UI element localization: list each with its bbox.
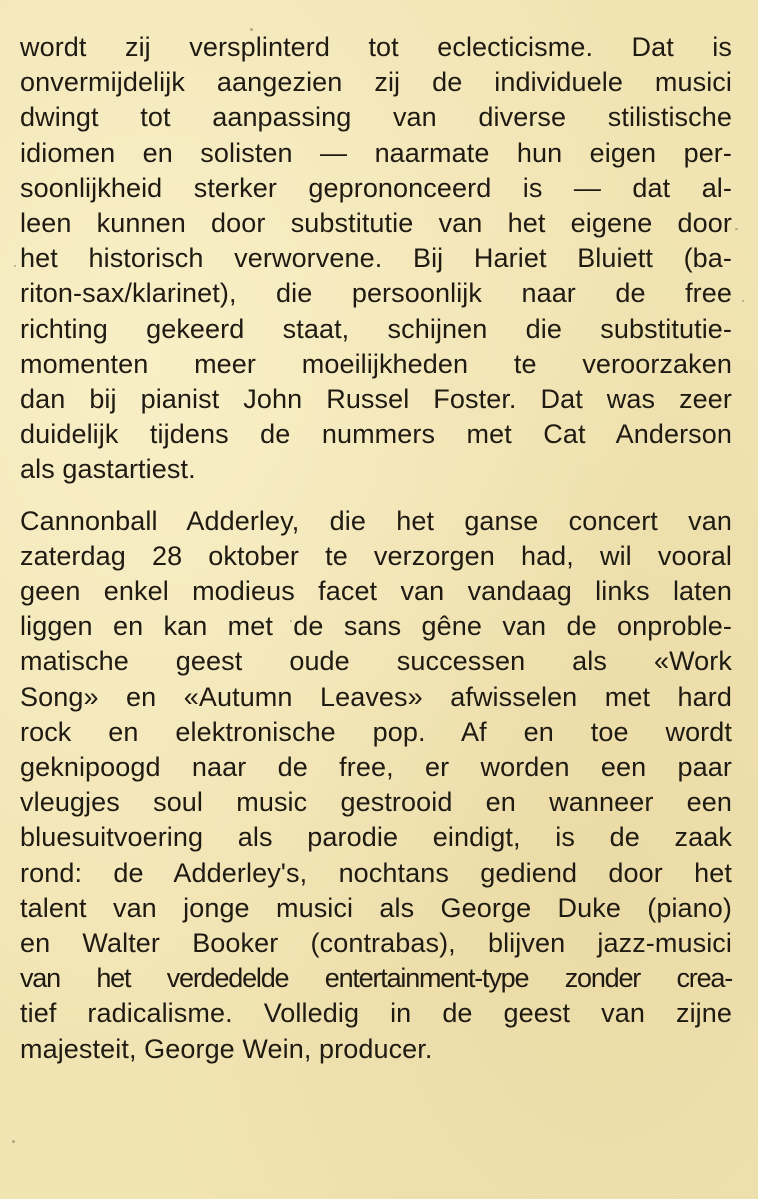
text-line: van het verdedelde entertainment-type zonder crea- [20,963,732,994]
text-line: geen enkel modieus facet van vandaag links laten [20,576,732,607]
text-line: richting gekeerd staat, schijnen die substitutie- [20,313,732,344]
text-line: riton-sax/klarinet), die persoonlijk naar de free [20,278,732,309]
text-line: dwingt tot aanpassing van diverse stilistische [20,102,732,133]
text-line: Cannonball Adderley, die het ganse concert van [20,505,732,536]
text-line: onvermijdelijk aangezien zij de individuele musici [20,67,732,98]
text-line: als gastartiest. [20,454,196,485]
text-line: tief radicalisme. Volledig in de geest van zijne [20,998,732,1029]
text-line: rond: de Adderley's, nochtans gediend door het [20,857,732,888]
ink-speck [12,1140,15,1143]
text-line: liggen en kan met de sans gêne van de onproble- [20,611,732,642]
ink-speck [250,28,253,31]
text-line: duidelijk tijdens de nummers met Cat Anderson [20,419,732,450]
ink-speck [290,620,292,622]
text-line: vleugjes soul music gestrooid en wanneer een [20,787,732,818]
text-line: momenten meer moeilijkheden te veroorzaken [20,348,732,379]
text-line: het historisch verworvene. Bij Hariet Bluiett (ba- [20,243,732,274]
text-line: talent van jonge musici als George Duke (piano) [20,892,732,923]
text-line: matische geest oude successen als «Work [20,646,732,677]
ink-speck [735,228,738,230]
article-column [20,30,732,1067]
ink-speck [14,265,16,267]
text-line: Song» en «Autumn Leaves» afwisselen met hard [20,681,732,712]
paragraph-2 [20,504,732,1067]
text-line: idiomen en solisten — naarmate hun eigen per- [20,137,732,168]
text-line: geknipoogd naar de free, er worden een paar [20,752,732,783]
ink-speck [430,880,432,883]
ink-speck [210,330,213,333]
text-line: soonlijkheid sterker geprononceerd is — dat al- [20,172,732,203]
text-line: majesteit, George Wein, producer. [20,1033,433,1064]
text-line: rock en elektronische pop. Af en toe wordt [20,716,732,747]
text-line: zaterdag 28 oktober te verzorgen had, wil vooral [20,540,732,571]
text-line: en Walter Booker (contrabas), blijven jazz-musici [20,928,732,959]
text-line: wordt zij versplinterd tot eclecticisme. Dat is [20,32,732,62]
text-line: leen kunnen door substitutie van het eigene door [20,208,732,239]
text-line: bluesuitvoering als parodie eindigt, is de zaak [20,822,732,853]
paragraph-1 [20,30,732,488]
ink-speck [742,300,744,302]
text-line: dan bij pianist John Russel Foster. Dat was zeer [20,384,732,415]
